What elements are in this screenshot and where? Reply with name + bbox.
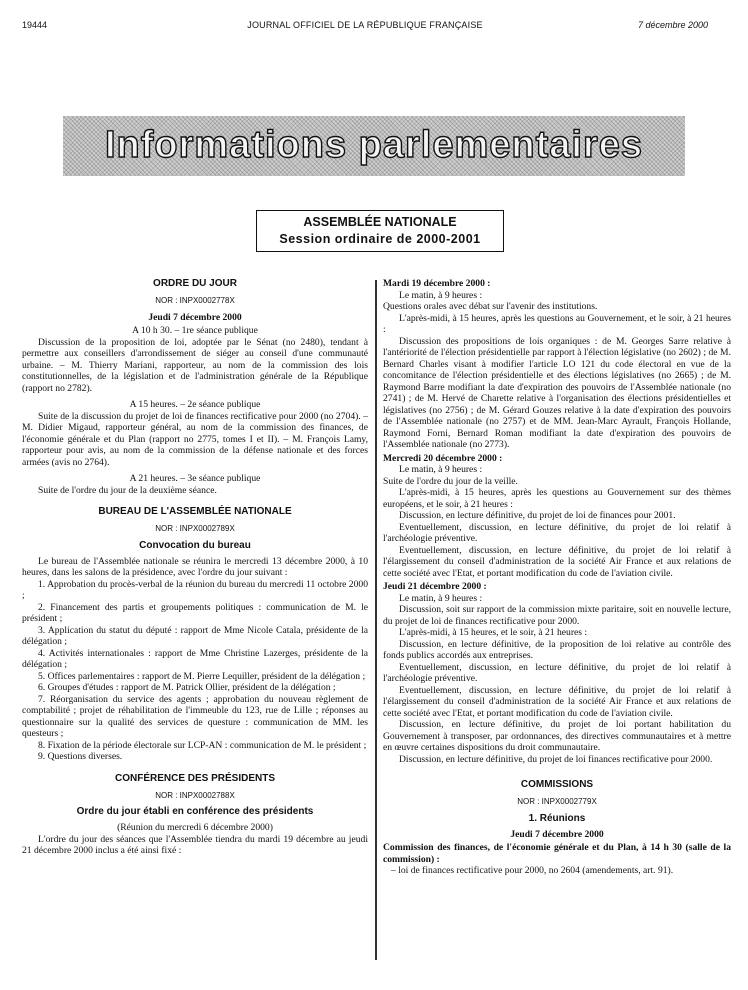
seance-2-text: Suite de la discussion du projet de loi de finances rectificative pour 2000 (no 2704). – M. Didier Migaud, rapporteur général, au nom de la commission des finances, de l'économie générale et du Plan (rapport no 2775, tomes I et II). – M. François Lamy, rapporteur pour avis, au nom de la commission de la défense nationale et des forces armées (avis no 2764). [22, 410, 368, 468]
commission-item: – loi de finances rectificative pour 2000, no 2604 (amendements, art. 91). [391, 865, 674, 877]
session-text: Discussion, en lecture définitive, de la proposition de loi relative au contrôle des fonds publics accordés aux entreprises. [383, 638, 731, 661]
session-text: Discussion, en lecture définitive, du projet de loi portant habilitation du Gouvernement à transposer, par ordonnances, des directives communautaires et à mettre en œuvre certaines dispositions du droit communautaire. [383, 719, 731, 753]
day-heading: Jeudi 21 décembre 2000 : [383, 581, 487, 592]
commission-finances: Commission des finances, de l'économie générale et du Plan, à 14 h 30 (salle de la commission) : [383, 842, 731, 865]
day-heading: Mardi 19 décembre 2000 : [383, 278, 491, 289]
session-time: L'après-midi, à 15 heures, et le soir, à 21 heures : [399, 627, 588, 638]
conference-subtitle: Ordre du jour établi en conférence des présidents [76, 806, 314, 818]
seance-2-heading: A 15 heures. – 2e séance publique [129, 399, 261, 411]
bureau-nor: NOR : INPX0002789X [155, 524, 235, 534]
session-time: Le matin, à 9 heures : [399, 289, 483, 301]
session-time: Le matin, à 9 heures : [399, 592, 483, 604]
conference-text: L'ordre du jour des séances que l'Assemblée tiendra du mardi 19 décembre au jeudi 21 décembre 2000 inclus a été ainsi fixé : [22, 833, 368, 857]
column-divider [375, 280, 377, 960]
session-text: Discussion des propositions de lois organiques : de M. Georges Sarre relative à l'antériorité de l'élection présidentielle par rapport à l'élection législative (no 2602) ; de M. Bernard Charles visant à modifier l'article LO 121 du code électoral en vue de la concomitance de l'élection présidentielle et des élections législatives (no 2665) ; de M. Raymond Barre modifiant la date d'expiration des pouvoirs de l'Assemblée nationale (no 2741) ; de M. Hervé de Charette relative à l'organisation des élections présidentielles et législatives (no 2756) ; de M. Gérard Gouzes relative à la date d'expiration des pouvoirs de l'Assemblée nationale (no 2757) et de MM. Jean-Marc Ayrault, François Hollande, Raymond Forni, Bernard Roman modifiant la date d'expiration des pouvoirs de l'Assemblée nationale (no 2773). [383, 335, 731, 450]
agenda-item: 1. Approbation du procès-verbal de la réunion du bureau du mercredi 11 octobre 2000 ; [22, 578, 368, 602]
right-column [383, 278, 731, 877]
session-text: Eventuellement, discussion, en lecture définitive, du projet de loi relatif à l'archéologie préventive. [383, 521, 731, 544]
seance-1-heading: A 10 h 30. – 1re séance publique [132, 325, 258, 337]
section-banner [63, 116, 685, 176]
session-text: Discussion, en lecture définitive, du projet de loi finances rectificative pour 2000. [399, 753, 713, 765]
session-time: L'après-midi, à 15 heures, après les questions au Gouvernement, et le soir, à 21 heures : [383, 312, 731, 335]
session-text: Discussion, soit sur rapport de la commission mixte paritaire, soit en nouvelle lecture, du projet de loi de finances rectificative pour 2000. [383, 604, 731, 627]
banner-title: Informations parlementaires [104, 124, 644, 167]
session-text: Eventuellement, discussion, en lecture définitive, du projet de loi relatif à l'élargissement du conseil d'administration de la société Air France et aux relations de cette société avec l'Etat, et portant modification du code de l'aviation civile. [383, 684, 731, 719]
issue-date: 7 décembre 2000 [637, 20, 708, 30]
assembly-title-box [256, 210, 504, 252]
agenda-item: 5. Offices parlementaires : rapport de M. Pierre Lequiller, président de la délégation ; [38, 670, 366, 682]
session-text: Suite de l'ordre du jour de la veille. [383, 475, 518, 487]
conference-title: CONFÉRENCE DES PRÉSIDENTS [114, 772, 276, 784]
agenda-item: 2. Financement des partis et groupements politiques : communication de M. le président ; [22, 601, 368, 625]
session-name: Session ordinaire de 2000-2001 [279, 231, 481, 246]
commissions-title: COMMISSIONS [520, 779, 594, 790]
convocation-text: Le bureau de l'Assemblée nationale se réunira le mercredi 13 décembre 2000, à 10 heures, dans les salons de la présidence, avec l'ordre du jour suivant : [22, 555, 368, 579]
journal-title: JOURNAL OFFICIEL DE LA RÉPUBLIQUE FRANÇAISE [247, 20, 483, 30]
left-column [22, 278, 368, 857]
seance-1-text: Discussion de la proposition de loi, adoptée par le Sénat (no 2480), tendant à permettre aux conseillers d'arrondissement de siéger au conseil d'une communauté urbaine. – M. Thierry Mariani, rapporteur, au nom de la commission des lois constitutionnelles, de la législation et de l'administration générale de la République (rapport no 2782). [22, 336, 368, 394]
session-text: Discussion, en lecture définitive, du projet de loi de finances pour 2001. [399, 510, 676, 521]
session-text: Questions orales avec débat sur l'avenir des institutions. [383, 301, 598, 312]
session-text: Eventuellement, discussion, en lecture définitive, du projet de loi relatif à l'élargissement du conseil d'administration de la société Air France et aux relations de cette société avec l'Etat, et portant modification du code de l'aviation civile. [383, 544, 731, 579]
page-number: 19444 [22, 20, 48, 30]
seance-3-text: Suite de l'ordre du jour de la deuxième séance. [38, 484, 217, 496]
ordre-title: ORDRE DU JOUR [153, 278, 237, 289]
session-text: Eventuellement, discussion, en lecture définitive, du projet de loi relatif à l'archéologie préventive. [383, 661, 731, 684]
ordre-nor: NOR : INPX0002778X [155, 296, 235, 305]
agenda-item: 8. Fixation de la période électorale sur LCP-AN : communication de M. le président ; [38, 739, 367, 751]
day-heading: Mercredi 20 décembre 2000 : [383, 452, 503, 464]
conference-meeting: (Réunion du mercredi 6 décembre 2000) [117, 822, 273, 834]
session-time: Le matin, à 9 heures : [399, 464, 483, 475]
agenda-item: 3. Application du statut du député : rapport de Mme Nicole Catala, présidente de la délégation ; [22, 624, 368, 648]
seance-3-heading: A 21 heures. – 3e séance publique [129, 473, 261, 485]
bureau-title: BUREAU DE L'ASSEMBLÉE NATIONALE [98, 506, 292, 518]
convocation-title: Convocation du bureau [139, 539, 251, 551]
agenda-item: 9. Questions diverses. [38, 751, 123, 763]
page-header [22, 20, 708, 34]
commissions-nor: NOR : INPX0002779X [517, 797, 597, 806]
ordre-date: Jeudi 7 décembre 2000 [148, 311, 242, 323]
agenda-item: 7. Réorganisation du service des agents ; approbation du nouveau règlement de comptabilité ; projet de réhabilitation de l'immeuble du 123, rue de Lille ; réponses au questionnaire sur la qualité des services de questure : communication de MM. les questeurs ; [22, 693, 368, 740]
reunions-date: Jeudi 7 décembre 2000 [510, 828, 604, 840]
conference-nor: NOR : INPX0002788X [155, 790, 235, 800]
agenda-item: 6. Groupes d'études : rapport de M. Patrick Ollier, président de la délégation ; [38, 682, 336, 694]
agenda-item: 4. Activités internationales : rapport de Mme Christine Lazerges, présidente de la délégation ; [22, 647, 368, 671]
assembly-name: ASSEMBLÉE NATIONALE [303, 215, 457, 229]
session-time: L'après-midi, à 15 heures, après les questions au Gouvernement sur des thèmes européens, et le soir, à 21 heures : [383, 487, 731, 510]
reunions-title: 1. Réunions [528, 812, 586, 824]
